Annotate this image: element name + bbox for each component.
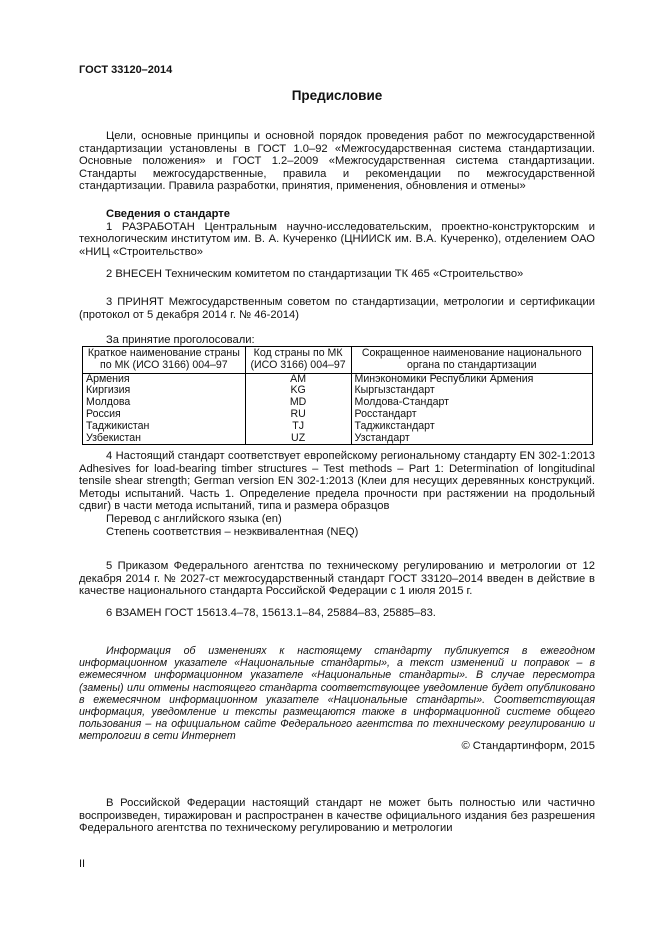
- national-body-cell: Кыргызстандарт: [351, 385, 593, 397]
- code-cell: RU: [245, 409, 351, 421]
- page-title: Предисловие: [291, 88, 383, 103]
- country-cell: Армения: [83, 373, 246, 385]
- item-4-section: [79, 450, 595, 538]
- item-3-adopted: 3 ПРИНЯТ Межгосударственным советом по стандартизации, метрологии и сертификации (протокол от 5 декабря 2014 г. № 46-2014): [79, 296, 595, 321]
- standard-code-header: ГОСТ 33120–2014: [79, 64, 173, 76]
- votes-caption: За принятие проголосовали:: [106, 334, 255, 346]
- country-cell: Молдова: [83, 397, 246, 409]
- code-cell: TJ: [245, 421, 351, 433]
- national-body-cell: Минэкономики Республики Армения: [351, 373, 593, 385]
- votes-table: [82, 346, 593, 445]
- table-row: [83, 409, 593, 421]
- item-4-correspondence: 4 Настоящий стандарт соответствует европейскому региональному стандарту EN 302-1:2013 Adhesives for load-bearing timber structures – Test methods – Part 1: Determination of longitudinal tensile shear strength; German version EN 302-1:2013 (Клеи для несущих деревянных конструкций. Методы испытаний. Часть 1. Определение предела прочности при растяжении на продольный сдвиг) в части метода испытаний, типа и размера образцов: [79, 450, 595, 513]
- code-cell: KG: [245, 385, 351, 397]
- item-5-order: 5 Приказом Федерального агентства по техническому регулированию и метрологии от 12 декабря 2014 г. № 2027-ст межгосударственный стандарт ГОСТ 33120–2014 введен в действие в качестве национального стандарта Российской Федерации с 1 июля 2015 г.: [79, 560, 595, 598]
- table-row: [83, 385, 593, 397]
- intro-section: [79, 130, 595, 193]
- item-2-submitted: 2 ВНЕСЕН Техническим комитетом по стандартизации ТК 465 «Строительство»: [106, 268, 524, 280]
- item-6-replaces: 6 ВЗАМЕН ГОСТ 15613.4–78, 15613.1–84, 25884–83, 25885–83.: [106, 607, 436, 619]
- column-header-country: Краткое наименование страны по МК (ИСО 3166) 004–97: [83, 347, 246, 374]
- column-header-national-body: Сокращенное наименование национального органа по стандартизации: [351, 347, 593, 374]
- country-cell: Таджикистан: [83, 421, 246, 433]
- info-heading: Сведения о стандарте: [106, 208, 230, 220]
- national-body-cell: Молдова-Стандарт: [351, 397, 593, 409]
- code-cell: AM: [245, 373, 351, 385]
- table-row: [83, 397, 593, 409]
- table-row: [83, 373, 593, 385]
- national-body-cell: Росстандарт: [351, 409, 593, 421]
- country-cell: Россия: [83, 409, 246, 421]
- table-row: [83, 421, 593, 433]
- degree-of-correspondence: Степень соответствия – неэквивалентная (NEQ): [106, 525, 359, 538]
- item-1-developed: 1 РАЗРАБОТАН Центральным научно-исследовательским, проектно-конструкторским и технологическим институтом им. В. А. Кучеренко (ЦНИИСК им. В.А. Кучеренко), отделением ОАО «НИЦ «Строительство»: [79, 220, 595, 258]
- national-body-cell: Таджикстандарт: [351, 421, 593, 433]
- reproduction-notice: В Российской Федерации настоящий стандарт не может быть полностью или частично воспроизведен, тиражирован и распространен в качестве официального издания без разрешения Федерального агентства по техническому регулированию и метрологии: [79, 797, 595, 835]
- country-cell: Киргизия: [83, 385, 246, 397]
- standard-info-section: [79, 208, 595, 258]
- table-header-row: [83, 347, 593, 374]
- translation-note: Перевод с английского языка (en): [106, 512, 282, 525]
- table-row: [83, 433, 593, 445]
- code-cell: UZ: [245, 433, 351, 445]
- column-header-code: Код страны по МК (ИСО 3166) 004–97: [245, 347, 351, 374]
- copyright: © Стандартинформ, 2015: [461, 740, 595, 752]
- changes-info-notice: Информация об изменениях к настоящему стандарту публикуется в ежегодном информационном указателе «Национальные стандарты», а текст изменений и поправок – в ежемесячном информационном указателе «Национальные стандарты». В случае пересмотра (замены) или отмены настоящего стандарта соответствующее уведомление будет опубликовано в ежемесячном информационном указателе «Национальные стандарты». Соответствующая информация, уведомление и тексты размещаются также в информационной системе общего пользования – на официальном сайте Федерального агентства по техническому регулированию и метрологии в сети Интернет: [79, 645, 595, 743]
- intro-paragraph: Цели, основные принципы и основной порядок проведения работ по межгосударственной стандартизации установлены в ГОСТ 1.0–92 «Межгосударственная система стандартизации. Основные положения» и ГОСТ 1.2–2009 «Межгосударственная система стандартизации. Стандарты межгосударственные, правила и рекомендации по межгосударственной стандартизации. Правила разработки, принятия, применения, обновления и отмены»: [79, 130, 595, 193]
- page-number: II: [79, 858, 86, 870]
- code-cell: MD: [245, 397, 351, 409]
- national-body-cell: Узстандарт: [351, 433, 593, 445]
- country-cell: Узбекистан: [83, 433, 246, 445]
